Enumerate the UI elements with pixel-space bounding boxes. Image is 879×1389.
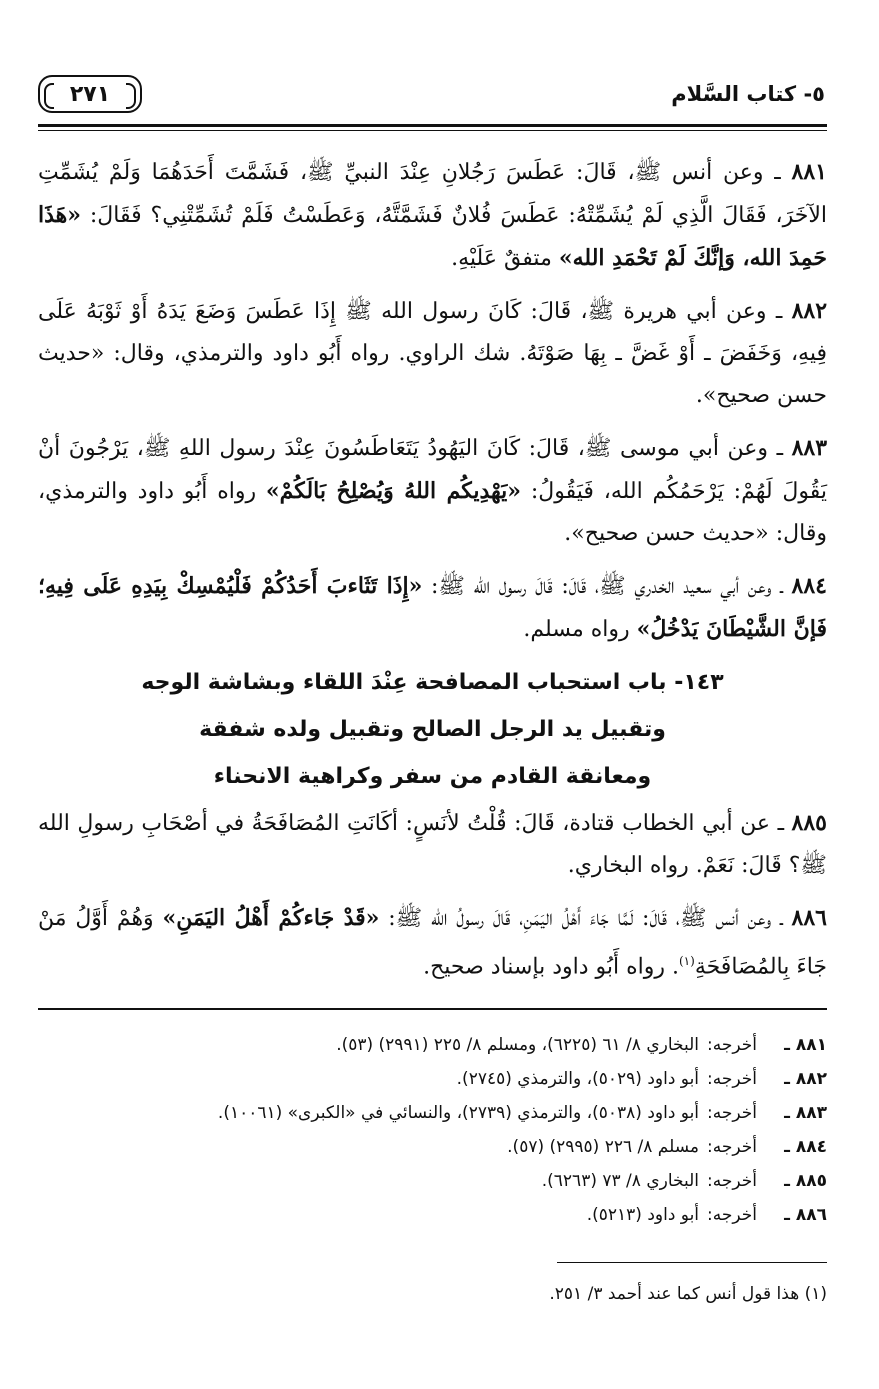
hadith-text: رواه أَبُو داود والترمذي، وقال: «حديث حسن صحيح». [38,479,827,546]
hadith-text: وَهُمْ أَوَّلُ مَنْ جَاءَ بِالمُصَافَحَةِ [38,906,827,980]
hadith-number: ٨٨٣ [791,435,828,461]
footnote-marker: (١) [678,954,695,968]
reference-label: أخرجه: [707,1205,757,1226]
section-heading [38,659,827,800]
reference-label: أخرجه: [707,1137,757,1158]
hadith-paragraph: ٨٨٤ ـ وعن أبي سعيد الخدري ﷺ، قَالَ: قَالَ رسول الله ﷺ: «إِذَا تَثَاءبَ أَحَدُكُمْ فَلْيُمْسِكْ بِيَدِهِ عَلَى فِيهِ؛ فَإنَّ الشَّيْطَانَ يَدْخُلُ» رواه مسلم. [38,573,827,642]
reference-number: ٨٨٤ ـ [784,1137,827,1158]
footnote-divider [557,1262,827,1263]
page-number: ٢٧١ [38,75,142,113]
hadith-text: . رواه أَبُو داود بإسناد صحيح. [423,954,679,980]
hadith-paragraph: ٨٨٦ ـ وعن أنس ﷺ، قَالَ: لَمَّا جَاءَ أَهْلُ اليَمَنِ، قَالَ رسولُ الله ﷺ: «قَدْ جَاءكُمْ أَهْلُ اليَمَنِ» وَهُمْ أَوَّلُ مَنْ جَاءَ بِالمُصَافَحَةِ$^{(١)}$. رواه أَبُو داود بإسناد صحيح. [38,905,827,980]
prophetic-quote: «قَدْ جَاءكُمْ أَهْلُ اليَمَنِ» [162,905,380,931]
header-rule [38,124,827,127]
reference-number: ٨٨٢ ـ [784,1069,827,1090]
reference-label: أخرجه: [707,1035,757,1056]
hadith-paragraph: ٨٨٥ ـ عن أبي الخطاب قتادة، قَالَ: قُلْتُ لأنَسٍ: أكَانَتِ المُصَافَحَةُ في أصْحَابِ رسولِ الله ﷺ؟ قَالَ: نَعَمْ. رواه البخاري. [38,810,827,878]
references-divider [38,1008,827,1010]
hadith-text: وعن أبي موسى ﷺ، قَالَ: كَانَ اليَهُودُ يَتَعَاطَسُونَ عِنْدَ رسول اللهِ ﷺ، يَرْجُونَ أنْ يَقُولَ لَهُمْ: يَرْحَمُكُم الله، فَيَقُولُ: [38,436,827,504]
hadith-paragraph: ٨٨١ ـ وعن أنس ﷺ، قَالَ: عَطَسَ رَجُلانِ عِنْدَ النبيِّ ﷺ، فَشَمَّتَ أَحَدَهُمَا وَلَمْ يُشَمِّتِ الآخَرَ، فَقَالَ الَّذِي لَمْ يُشَمِّتْهُ: عَطَسَ فُلانٌ فَشَمَّتَّهُ، وَعَطَسْتُ فَلَمْ تُشَمِّتْنِي؟ فَقَالَ: «هَذَا حَمِدَ الله، وَإنَّكَ لَمْ تَحْمَدِ الله» متفقٌ عَلَيْهِ. [38,159,827,271]
reference-number: ٨٨٣ ـ [784,1103,827,1124]
chapter-title: ٥- كتاب السَّلام [671,82,825,106]
hadith-text: رواه مسلم. [523,617,637,642]
section-heading-line-3: ومعانقة القادم من سفر وكراهية الانحناء [213,764,652,789]
reference-text: أبو داود (٥٠٢٩)، والترمذي (٢٧٤٥). [456,1069,700,1090]
reference-item [38,1096,827,1130]
reference-text: البخاري ٨/ ٦١ (٦٢٢٥)، ومسلم ٨/ ٢٢٥ (٢٩٩١) (٥٣). [336,1035,700,1056]
reference-item [38,1130,827,1164]
hadith-text: وعن أنس ﷺ، قَالَ: عَطَسَ رَجُلانِ عِنْدَ النبيِّ ﷺ، فَشَمَّتَ أَحَدَهُمَا وَلَمْ يُشَمِّتِ الآخَرَ، فَقَالَ الَّذِي لَمْ يُشَمِّتْهُ: عَطَسَ فُلانٌ فَشَمَّتَّهُ، وَعَطَسْتُ فَلَمْ تُشَمِّتْنِي؟ فَقَالَ: [38,160,827,228]
hadith-paragraph: ٨٨٢ ـ وعن أبي هريرة ﷺ، قَالَ: كَانَ رسول الله ﷺ إِذَا عَطَسَ وَضَعَ يَدَهُ أَوْ ثَوْبَهُ عَلَى فِيهِ، وَخَفَضَ ـ أَوْ غَضَّ ـ بِهَا صَوْتَهُ. شك الراوي. رواه أَبُو داود والترمذي، وقال: «حديث حسن صحيح». [38,298,828,408]
hadith-text: وعن أنس ﷺ، قَالَ: لَمَّا جَاءَ أَهْلُ اليَمَنِ، قَالَ رسولُ الله ﷺ: [379,906,772,931]
reference-item [38,1062,827,1096]
prophetic-quote: «هَذَا حَمِدَ الله، وَإنَّكَ لَمْ تَحْمَدِ الله» [38,202,827,271]
prophetic-quote: «يَهْدِيكُم اللهُ وَيُصْلِحُ بَالَكُمْ» [265,478,522,504]
footnote: (١) هذا قول أنس كما عند أحمد ٣/ ٢٥١. [549,1284,827,1305]
hadith-number: ٨٨٤ [791,573,827,599]
reference-number: ٨٨٦ ـ [784,1205,827,1226]
reference-text: مسلم ٨/ ٢٢٦ (٢٩٩٥) (٥٧). [507,1137,700,1158]
page-header [38,68,827,120]
header-rule-thin [38,130,827,131]
hadith-text: وعن أبي سعيد الخدري ﷺ، قَالَ: قَالَ رسول الله ﷺ: [422,574,772,599]
hadith-number: ٨٨٦ [791,905,827,931]
section-heading-line-2: وتقبيل يد الرجل الصالح وتقبيل ولده شفقة [199,717,666,742]
hadith-text: متفقٌ عَلَيْهِ. [451,246,559,271]
reference-label: أخرجه: [707,1069,757,1090]
reference-label: أخرجه: [707,1171,757,1192]
hadith-text: عن أبي الخطاب قتادة، قَالَ: قُلْتُ لأنَسٍ: أكَانَتِ المُصَافَحَةُ في أصْحَابِ رسولِ الله ﷺ؟ قَالَ: نَعَمْ. رواه البخاري. [38,811,827,878]
main-text [38,151,827,988]
hadith-number: ٨٨٢ [791,298,828,324]
reference-label: أخرجه: [707,1103,757,1124]
reference-item [38,1198,827,1232]
reference-text: أبو داود (٥٠٣٨)، والترمذي (٢٧٣٩)، والنسائي في «الكبرى» (١٠٠٦١). [217,1103,700,1124]
section-heading-line-1: ١٤٣- باب استحباب المصافحة عِنْدَ اللقاء وبشاشة الوجه [141,670,724,695]
hadith-text: وعن أبي هريرة ﷺ، قَالَ: كَانَ رسول الله ﷺ إِذَا عَطَسَ وَضَعَ يَدَهُ أَوْ ثَوْبَهُ عَلَى فِيهِ، وَخَفَضَ ـ أَوْ غَضَّ ـ بِهَا صَوْتَهُ. شك الراوي. رواه أَبُو داود والترمذي، وقال: «حديث حسن صحيح». [38,299,827,408]
hadith-list-2 [38,802,827,988]
reference-text: أبو داود (٥٢١٣). [586,1205,700,1226]
references-list [38,1028,827,1232]
hadith-number: ٨٨١ [791,159,827,185]
reference-item [38,1028,827,1062]
reference-text: البخاري ٨/ ٧٣ (٦٢٦٣). [541,1171,700,1192]
prophetic-quote: «إِذَا تَثَاءبَ أَحَدُكُمْ فَلْيُمْسِكْ بِيَدِهِ عَلَى فِيهِ؛ فَإنَّ الشَّيْطَانَ يَدْخُلُ» [38,573,827,642]
hadith-paragraph: ٨٨٣ ـ وعن أبي موسى ﷺ، قَالَ: كَانَ اليَهُودُ يَتَعَاطَسُونَ عِنْدَ رسول اللهِ ﷺ، يَرْجُونَ أنْ يَقُولَ لَهُمْ: يَرْحَمُكُم الله، فَيَقُولُ: «يَهْدِيكُم اللهُ وَيُصْلِحُ بَالَكُمْ» رواه أَبُو داود والترمذي، وقال: «حديث حسن صحيح». [38,435,828,546]
hadith-number: ٨٨٥ [791,810,827,836]
reference-number: ٨٨١ ـ [784,1035,827,1056]
reference-item [38,1164,827,1198]
reference-number: ٨٨٥ ـ [784,1171,827,1192]
hadith-list [38,151,827,651]
